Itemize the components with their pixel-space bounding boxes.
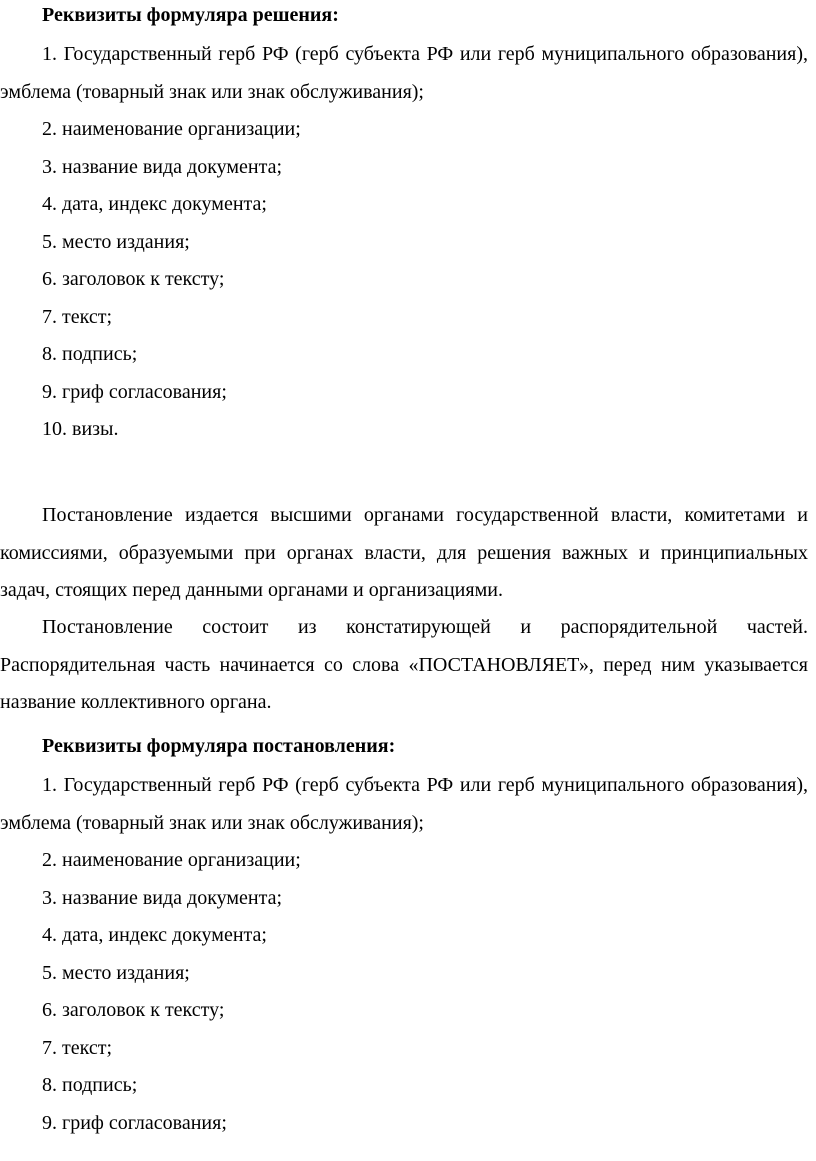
- body-paragraph: Постановление состоит из констатирующей и распорядительной частей. Распорядительная часть начинается со слова «ПОСТАНОВЛЯЕТ», перед ним указывается название коллективного органа.: [0, 616, 808, 713]
- list-item: 2. наименование организации;: [42, 118, 301, 140]
- list-item: 8. подпись;: [42, 1074, 138, 1096]
- list-item: 9. гриф согласования;: [42, 381, 227, 403]
- list-item: 3. название вида документа;: [42, 156, 283, 178]
- list-item: 8. подпись;: [42, 343, 138, 365]
- list-item: 5. место издания;: [42, 231, 190, 253]
- section-heading-resolution: Реквизиты формуляра постановления:: [42, 735, 396, 757]
- list-item: 10. визы.: [42, 418, 119, 440]
- list-item: 2. наименование организации;: [42, 849, 301, 871]
- list-item: 4. дата, индекс документа;: [42, 924, 267, 946]
- list-item: 4. дата, индекс документа;: [42, 193, 267, 215]
- list-item: 5. место издания;: [42, 962, 190, 984]
- list-item: 9. гриф согласования;: [42, 1112, 227, 1134]
- list-item: 1. Государственный герб РФ (герб субъекта РФ или герб муниципального образования), эмблема (товарный знак или знак обслуживания);: [0, 774, 808, 834]
- list-item: 3. название вида документа;: [42, 887, 283, 909]
- body-paragraph: Постановление издается высшими органами государственной власти, комитетами и комиссиями, образуемыми при органах власти, для решения важных и принципиальных задач, стоящих перед данными органами и организациями.: [0, 504, 808, 601]
- list-item: 7. текст;: [42, 306, 113, 328]
- list-item: 7. текст;: [42, 1037, 113, 1059]
- list-item: 1. Государственный герб РФ (герб субъекта РФ или герб муниципального образования), эмблема (товарный знак или знак обслуживания);: [0, 43, 808, 103]
- section-heading-decision: Реквизиты формуляра решения:: [42, 4, 339, 26]
- list-item: 6. заголовок к тексту;: [42, 268, 225, 290]
- list-item: 6. заголовок к тексту;: [42, 999, 225, 1021]
